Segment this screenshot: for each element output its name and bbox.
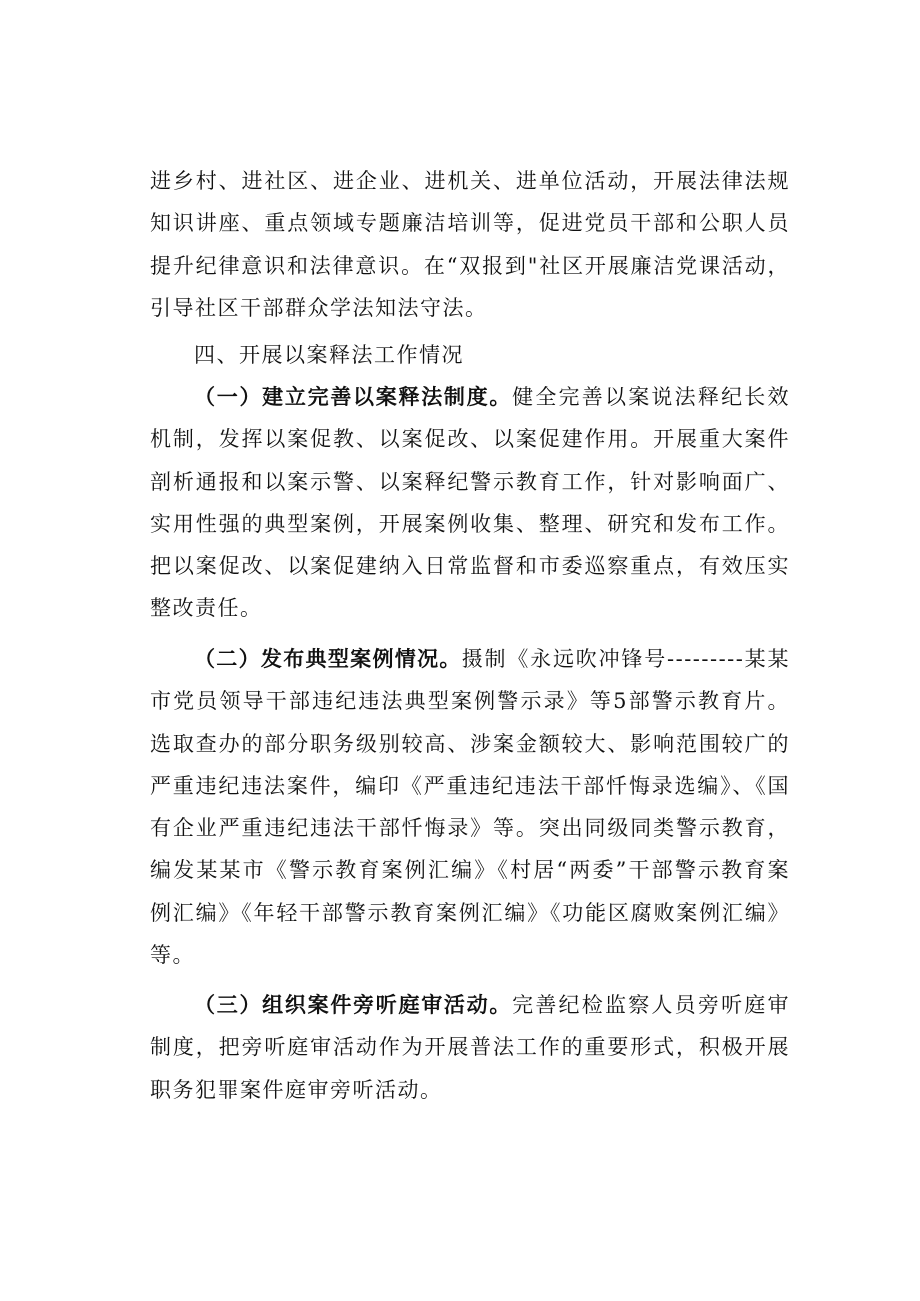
- subsection-3-body: 完善纪检监察人员旁听庭审制度，把旁听庭审活动作为开展普法工作的重要形式，积极开展职务犯罪案件庭审旁听活动。: [150, 993, 791, 1102]
- subsection-1-paragraph: [150, 376, 790, 630]
- subsection-1-body: 健全完善以案说法释纪长效机制，发挥以案促教、以案促改、以案促建作用。开展重大案件剖析通报和以案示警、以案释纪警示教育工作，针对影响面广、实用性强的典型案例，开展案例收集、整理、研究和发布工作。把以案促改、以案促建纳入日常监督和市委巡察重点，有效压实整改责任。: [150, 385, 791, 621]
- subsection-2-lead: （二）发布典型案例情况。: [194, 647, 462, 671]
- subsection-3-lead: （三）组织案件旁听庭审活动。: [194, 993, 513, 1017]
- subsection-2-body: 摄制《永远吹冲锋号---------某某市党员领导干部违纪违法典型案例警示录》等5部警示教育片。选取查办的部分职务级别较高、涉案金额较大、影响范围较广的严重违纪违法案件，编印《严重违纪违法干部忏悔录选编》、《国有企业严重违纪违法干部忏悔录》等。突出同级同类警示教育，编发某某市《警示教育案例汇编》《村居“两委”干部警示教育案例汇编》《年轻干部警示教育案例汇编》《功能区腐败案例汇编》等。: [150, 647, 790, 968]
- subsection-2-paragraph: [150, 638, 790, 976]
- section-heading: 四、开展以案释法工作情况: [194, 343, 464, 367]
- subsection-3-paragraph: [150, 984, 790, 1111]
- subsection-1-lead: （一）建立完善以案释法制度。: [194, 385, 513, 409]
- intro-paragraph: 进乡村、进社区、进企业、进机关、进单位活动，开展法律法规知识讲座、重点领域专题廉洁培训等，促进党员干部和公职人员提升纪律意识和法律意识。在“双报到"社区开展廉洁党课活动，引导社区干部群众学法知法守法。: [150, 169, 790, 320]
